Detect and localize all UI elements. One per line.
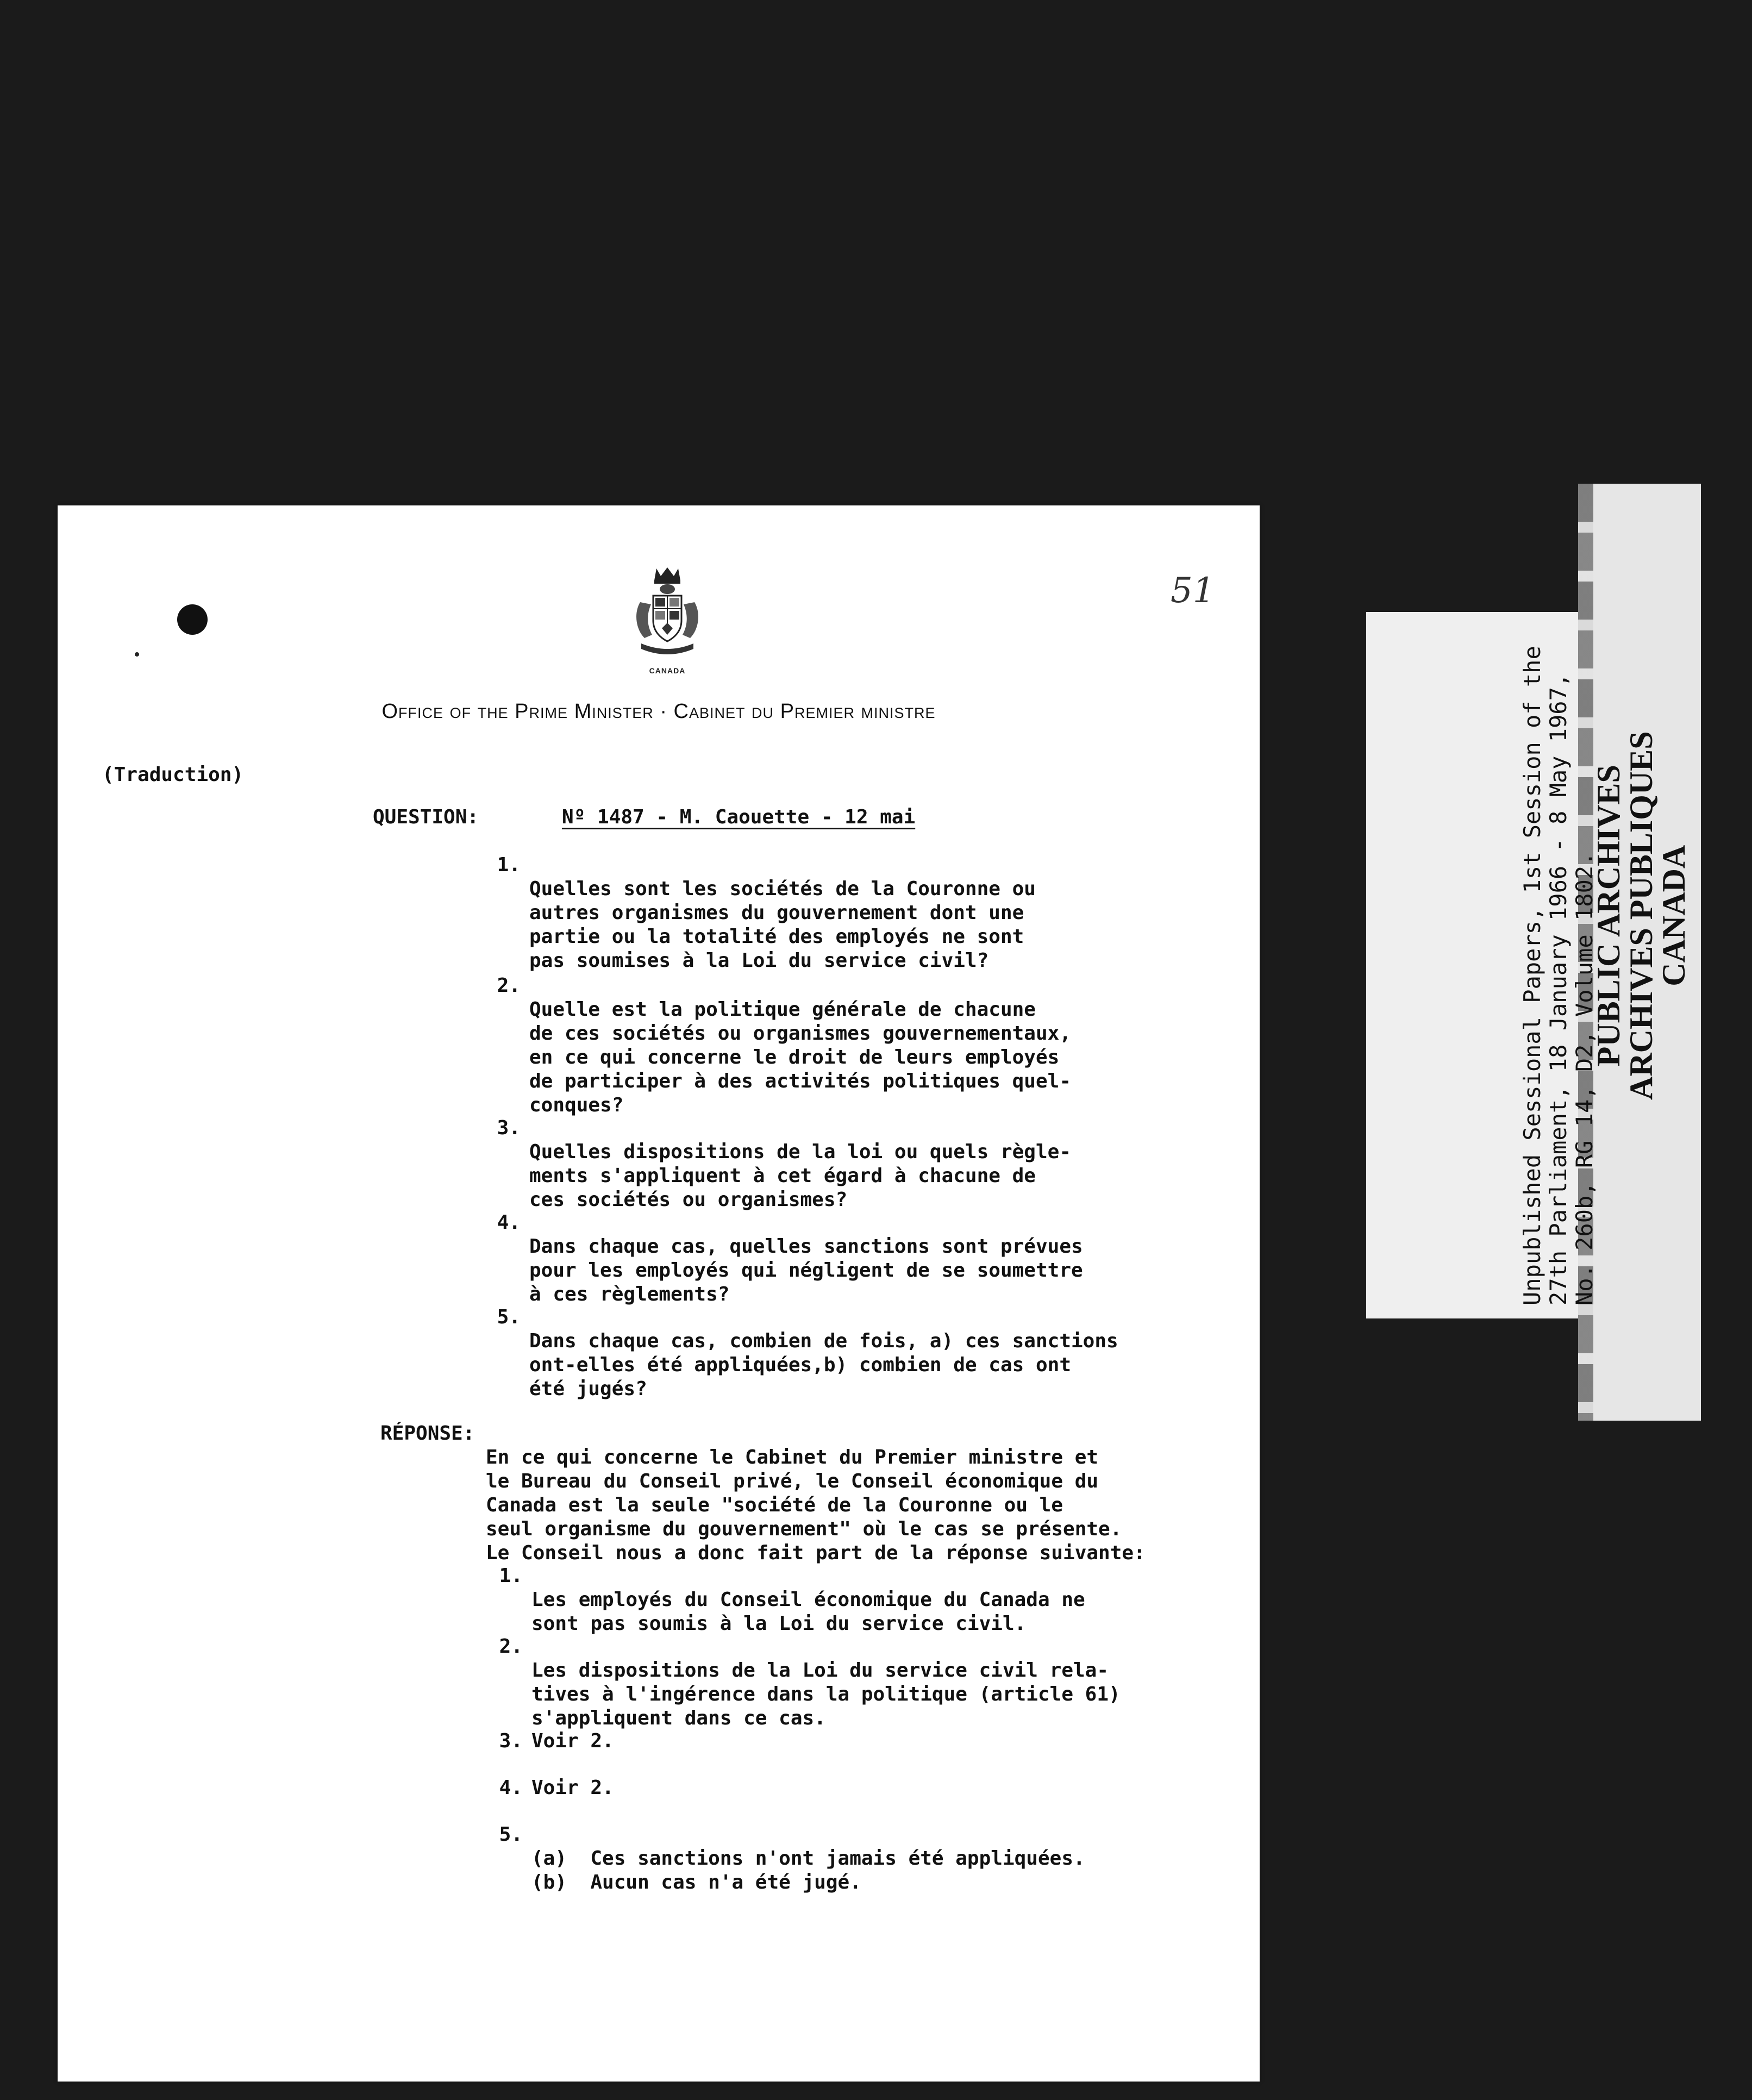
question-item-text: Quelles dispositions de la loi ou quels règle- ments s'appliquent à cet égard à chacune de ces sociétés ou organismes?: [529, 1141, 1071, 1211]
reponse-item-text: Les dispositions de la Loi du service civil rela- tives à l'ingérence dans la politique (article 61) s'appliquent dans ce cas.: [531, 1659, 1121, 1729]
ink-speck: [135, 652, 139, 657]
question-item-text: Dans chaque cas, combien de fois, a) ces sanctions ont-elles été appliquées,b) combien de cas ont été jugés?: [529, 1330, 1118, 1400]
question-title: Nº 1487 - M. Caouette - 12 mai: [562, 806, 916, 828]
question-label: QUESTION:: [373, 806, 479, 828]
country-label: CANADA: [649, 666, 686, 675]
question-item-number: 5.: [497, 1306, 521, 1328]
reponse-item-text: Voir 2.: [531, 1777, 614, 1799]
office-header: [58, 700, 1260, 723]
reponse-item-number: 1.: [499, 1565, 523, 1587]
archive-stamp: PUBLIC ARCHIVES ARCHIVES PUBLIQUES CANADA: [1591, 731, 1692, 1100]
coat-of-arms-icon: [630, 564, 704, 655]
header-separator: ·: [660, 700, 667, 723]
reponse-item-number: 4.: [499, 1777, 523, 1799]
office-fr: Cabinet du Premier ministre: [673, 700, 936, 723]
reponse-item-text: Voir 2.: [531, 1730, 614, 1752]
handwritten-page-number: 51: [1171, 571, 1215, 611]
reponse-item-number: 2.: [499, 1635, 523, 1658]
question-item-number: 2.: [497, 974, 521, 997]
document-page: [58, 505, 1260, 2082]
archive-citation: Unpublished Sessional Papers, 1st Session of the 27th Parliament, 18 January 1966 - 8 May 1967, No. 260b, RG 14, D2, Volume 1802.: [1519, 646, 1598, 1305]
question-item-number: 1.: [497, 854, 521, 876]
question-item-text: Quelles sont les sociétés de la Couronne ou autres organismes du gouvernement dont une partie ou la totalité des employés ne sont pas soumises à la Loi du service civil?: [529, 878, 1036, 972]
punch-hole: [177, 604, 208, 635]
reponse-item-text: (a) Ces sanctions n'ont jamais été appliquées. (b) Aucun cas n'a été jugé.: [531, 1847, 1085, 1893]
question-item-number: 3.: [497, 1117, 521, 1139]
traduction-note: (Traduction): [102, 764, 244, 786]
question-item-number: 4.: [497, 1211, 521, 1234]
reponse-intro: En ce qui concerne le Cabinet du Premier ministre et le Bureau du Conseil privé, le Conseil économique du Canada est la seule "société de la Couronne ou le seul organisme du gouvernement" où le cas se présente. Le Conseil nous a donc fait part de la réponse suivante:: [486, 1446, 1146, 1564]
reponse-item-number: 5.: [499, 1823, 523, 1846]
reponse-item-text: Les employés du Conseil économique du Canada ne sont pas soumis à la Loi du service civil.: [531, 1589, 1085, 1635]
reponse-label: RÉPONSE:: [380, 1422, 475, 1445]
question-item-text: Quelle est la politique générale de chacune de ces sociétés ou organismes gouvernementaux, en ce qui concerne le droit de leurs employés de participer à des activités politiques quel- conques?: [529, 998, 1071, 1116]
office-en: Office of the Prime Minister: [381, 700, 654, 723]
reponse-item-number: 3.: [499, 1730, 523, 1752]
question-item-text: Dans chaque cas, quelles sanctions sont prévues pour les employés qui négligent de se soumettre à ces règlements?: [529, 1235, 1083, 1305]
